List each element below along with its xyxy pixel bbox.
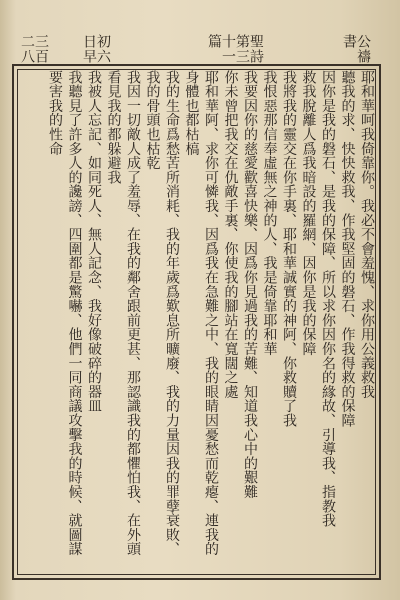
text-column: 救我脫離人爲我暗設的羅網、因你是我的保障 bbox=[300, 70, 317, 356]
book-title: 公禱書 bbox=[341, 34, 371, 64]
text-column: 你未曾把我交在仇敵手裏、你使我的腳站在寬闊之處 bbox=[222, 70, 239, 399]
section-title: 聖詩第三十一篇 bbox=[206, 34, 264, 64]
page-header bbox=[12, 34, 377, 64]
text-column: 我被人忘記、如同死人、無人記念、我好像破碎的器皿 bbox=[86, 70, 102, 414]
text-column: 我將我的靈交在你手裏、耶和華誠實的神阿、你救贖了我 bbox=[281, 70, 297, 428]
text-column: 耶和華阿、求你可憐我、因爲我在急難之中、我的眼睛因憂愁而乾瘪、連我的身體也都枯槁 bbox=[183, 70, 219, 557]
text-column: 我要因你的慈愛歡喜快樂、因爲你見過我的苦難、知道我心中的艱難 bbox=[242, 70, 258, 499]
body-text bbox=[46, 70, 376, 568]
text-column: 我的生命爲愁苦所消耗、我的年歲爲歎息所曠廢、我的力量因我的罪孽衰敗、我的骨頭也枯乾 bbox=[144, 70, 180, 557]
text-column: 我聽見了許多人的讒謗、四圍都是驚嚇、他們一同商議攻擊我的時候、就圖謀要害我的性命 bbox=[47, 70, 83, 557]
day-label: 初六日早 bbox=[81, 34, 111, 64]
text-column: 聽我的求、快快救我、作我堅固的磐石、作我得救的保障 bbox=[339, 70, 356, 428]
text-column: 我恨惡那信奉虛無之神的人、我是倚靠耶和華 bbox=[261, 70, 278, 356]
text-column: 我因一切敵人成了羞辱、在我的鄰舍跟前更甚、那認識我的都懼怕我、在外頭看見我的都躲避我 bbox=[105, 70, 141, 557]
text-column: 因你是我的磐石、是我的保障、所以求你因你名的緣故、引導我、指教我 bbox=[320, 70, 336, 528]
text-column: 耶和華呵我倚靠你。我必不會羞愧、求你用公義救我 bbox=[359, 70, 375, 399]
page-number: 三百二八 bbox=[19, 34, 49, 64]
